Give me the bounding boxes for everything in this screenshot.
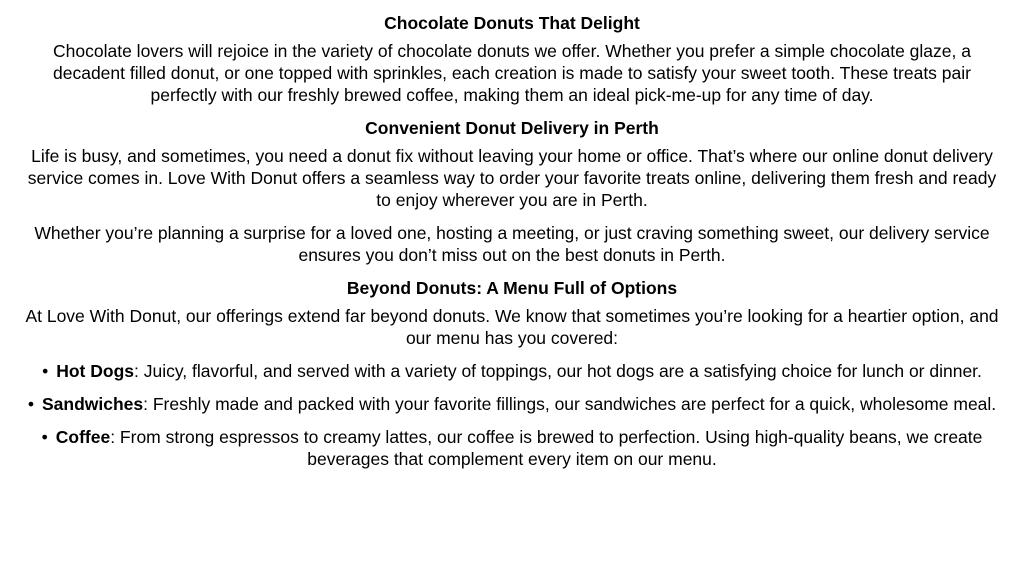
section-heading-delivery: Convenient Donut Delivery in Perth [365, 118, 659, 138]
paragraph-menu-intro: At Love With Donut, our offerings extend far beyond donuts. We know that sometimes you’re looking for a heartier option, and our menu has you covered: [25, 306, 999, 348]
section-heading-chocolate-donuts: Chocolate Donuts That Delight [384, 13, 640, 33]
bullet-term: Hot Dogs [56, 361, 134, 381]
bullet-item-hot-dogs [24, 360, 1000, 382]
paragraph-delivery-2: Whether you’re planning a surprise for a loved one, hosting a meeting, or just craving something sweet, our delivery service ensures you don’t miss out on the best donuts in Perth. [34, 223, 990, 265]
bullet-text: : From strong espressos to creamy lattes, our coffee is brewed to perfection. Using high-quality beans, we create beverages that complement every item on our menu. [110, 427, 983, 469]
bullet-icon: • [42, 361, 49, 381]
bullet-term: Coffee [55, 427, 111, 447]
bullet-term: Sandwiches [41, 394, 144, 414]
bullet-icon: • [27, 394, 34, 414]
bullet-text: : Juicy, flavorful, and served with a variety of toppings, our hot dogs are a satisfying choice for lunch or dinner. [134, 361, 982, 381]
bullet-text: : Freshly made and packed with your favorite fillings, our sandwiches are perfect for a quick, wholesome meal. [143, 394, 997, 414]
bullet-icon: • [41, 427, 48, 447]
section-heading-menu: Beyond Donuts: A Menu Full of Options [346, 278, 678, 298]
paragraph-delivery-1: Life is busy, and sometimes, you need a donut fix without leaving your home or office. That’s where our online donut delivery service comes in. Love With Donut offers a seamless way to order your favorite treats online, delivering them fresh and ready to enjoy wherever you are in Perth. [27, 146, 997, 210]
bullet-item-sandwiches [24, 393, 1000, 415]
bullet-item-coffee [24, 426, 1000, 470]
paragraph-chocolate-donuts: Chocolate lovers will rejoice in the variety of chocolate donuts we offer. Whether you prefer a simple chocolate glaze, a decadent filled donut, or one topped with sprinkles, each creation is made to satisfy your sweet tooth. These treats pair perfectly with our freshly brewed coffee, making them an ideal pick-me-up for any time of day. [53, 41, 971, 105]
